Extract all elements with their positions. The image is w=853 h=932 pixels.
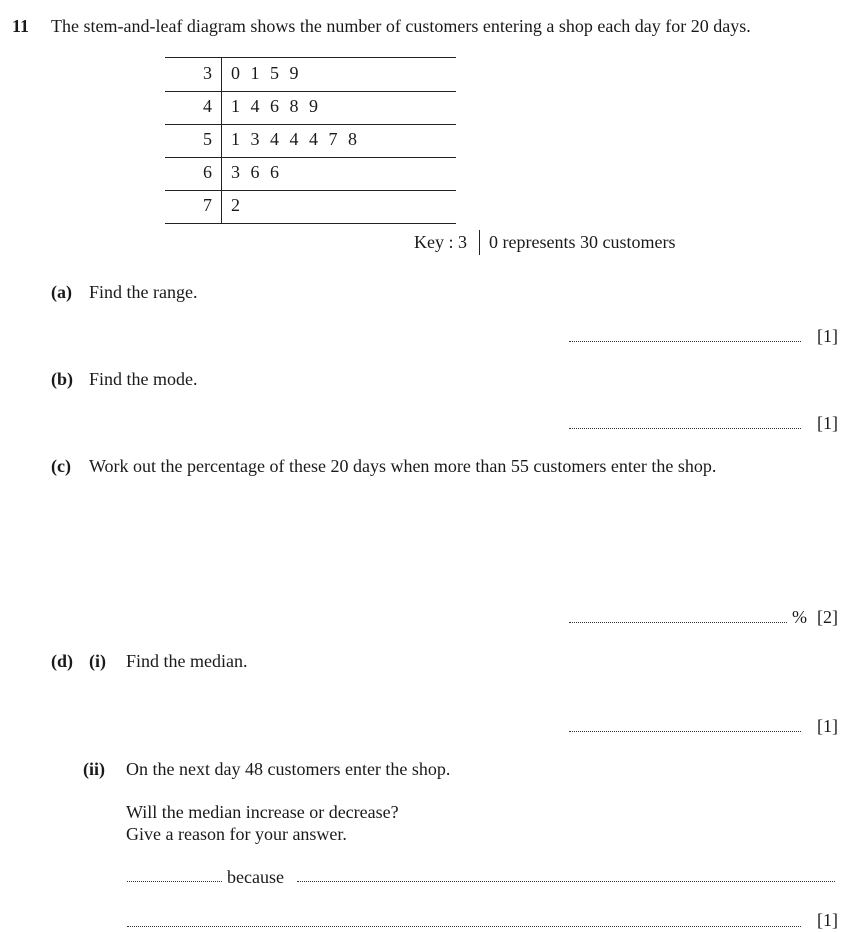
- part-d-label: (d): [51, 651, 73, 671]
- question-stem: The stem-and-leaf diagram shows the number of customers entering a shop each day for 20 days.: [51, 16, 751, 36]
- percent-unit: %: [792, 607, 807, 627]
- stem-value: 4: [203, 96, 212, 116]
- key-description: 0 represents 30 customers: [489, 232, 676, 252]
- part-d-i-text: Find the median.: [126, 651, 248, 671]
- leaf-values: 1 4 6 8 9: [231, 96, 319, 116]
- part-d-ii-prompt-2: Give a reason for your answer.: [126, 824, 347, 844]
- stem-value: 3: [203, 63, 212, 83]
- part-d-i-label: (i): [89, 651, 106, 671]
- diagram-row: [165, 124, 456, 158]
- part-b-label: (b): [51, 369, 73, 389]
- part-a-label: (a): [51, 282, 72, 302]
- part-d-ii-prompt-1: Will the median increase or decrease?: [126, 802, 399, 822]
- stem-value: 5: [203, 129, 212, 149]
- key-divider: [479, 230, 480, 255]
- answer-field-c[interactable]: [569, 622, 787, 623]
- leaf-values: 0 1 5 9: [231, 63, 299, 83]
- answer-field-d-i[interactable]: [569, 731, 801, 732]
- answer-field-b[interactable]: [569, 428, 801, 429]
- diagram-row: [165, 190, 456, 224]
- answer-field-reason-line-2[interactable]: [127, 926, 801, 927]
- answer-field-increase-decrease[interactable]: [127, 881, 222, 882]
- part-c-text: Work out the percentage of these 20 days when more than 55 customers enter the shop.: [89, 456, 717, 476]
- part-d-ii-label: (ii): [83, 759, 105, 779]
- leaf-values: 1 3 4 4 4 7 8: [231, 129, 358, 149]
- leaf-values: 3 6 6: [231, 162, 280, 182]
- diagram-row: [165, 91, 456, 125]
- stem-value: 6: [203, 162, 212, 182]
- marks-c: [2]: [817, 607, 838, 627]
- marks-d-i: [1]: [817, 716, 838, 736]
- part-a-text: Find the range.: [89, 282, 198, 302]
- answer-field-reason-line-1[interactable]: [297, 881, 835, 882]
- key-prefix: Key : 3: [414, 232, 467, 252]
- question-number: 11: [12, 16, 30, 36]
- diagram-row: [165, 157, 456, 191]
- diagram-row: [165, 58, 456, 92]
- part-b-text: Find the mode.: [89, 369, 198, 389]
- marks-b: [1]: [817, 413, 838, 433]
- answer-field-a[interactable]: [569, 341, 801, 342]
- part-d-ii-text: On the next day 48 customers enter the shop.: [126, 759, 451, 779]
- part-c-label: (c): [51, 456, 71, 476]
- stem-value: 7: [203, 195, 212, 215]
- marks-d-ii: [1]: [817, 910, 838, 930]
- marks-a: [1]: [817, 326, 838, 346]
- leaf-values: 2: [231, 195, 241, 215]
- because-label: because: [227, 867, 284, 887]
